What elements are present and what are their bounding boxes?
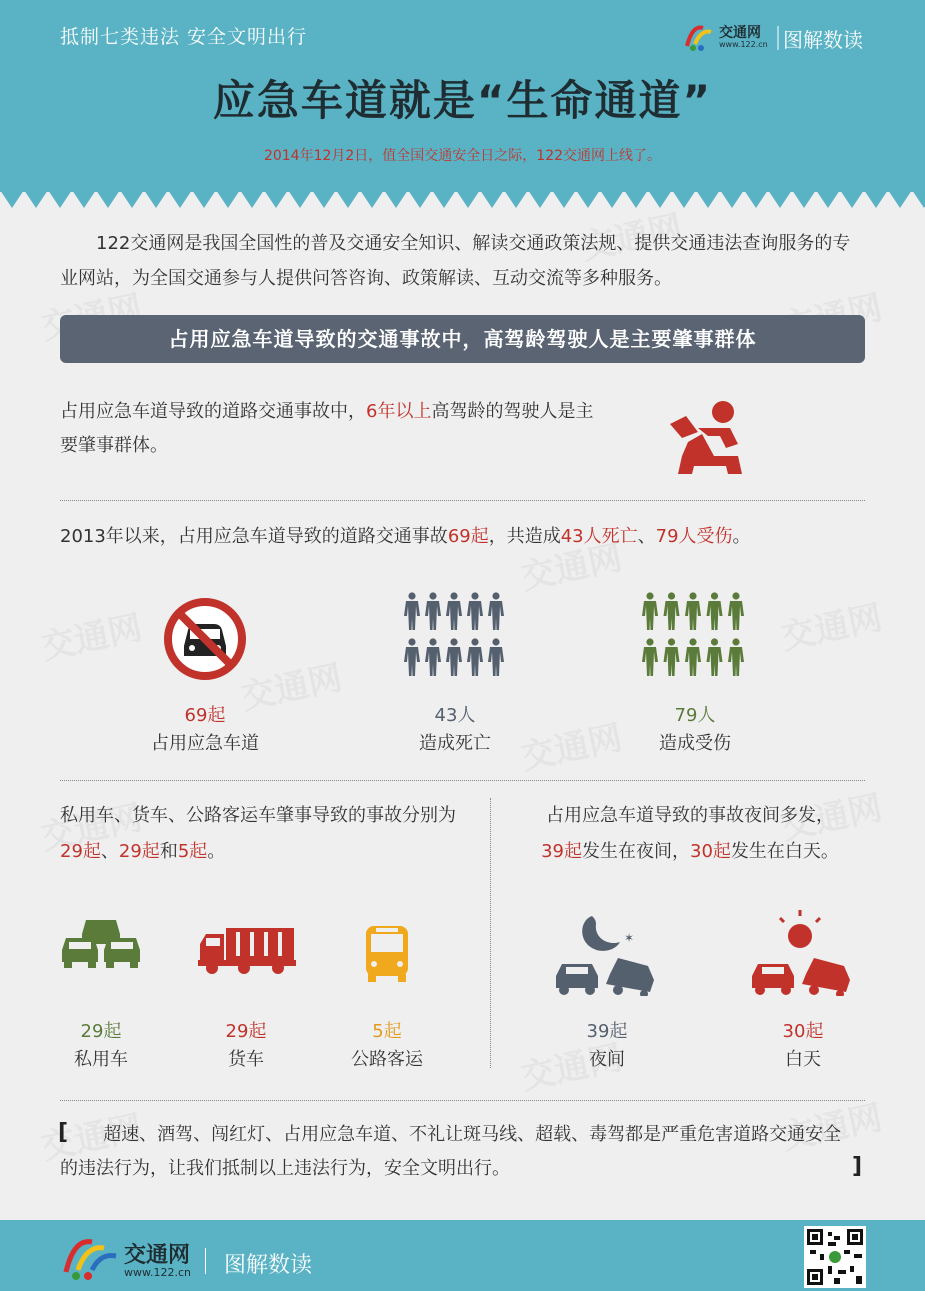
stat-label: 私用车 — [74, 1049, 128, 1070]
person-icon — [664, 638, 680, 676]
tagline: 抵制七类违法 安全文明出行 — [60, 26, 308, 48]
stat-value: 79人 — [674, 705, 716, 726]
accident-summary — [60, 522, 751, 548]
stat-value: 29起 — [80, 1021, 122, 1042]
divider — [60, 1100, 865, 1101]
stat-night — [537, 1018, 677, 1074]
driver-icon — [668, 398, 748, 480]
logo-icon — [62, 1232, 122, 1282]
person-icon — [446, 592, 462, 630]
stat-label: 造成死亡 — [419, 733, 491, 754]
stat-emergency-lane — [115, 702, 295, 758]
stat-value: 29起 — [225, 1021, 267, 1042]
summary-value: 43人死亡 — [560, 526, 638, 547]
stat-truck — [176, 1018, 316, 1074]
night-crash-icon — [552, 912, 662, 996]
person-icon — [642, 638, 658, 676]
breakdown-text: 和 — [159, 841, 178, 862]
summary-text: 。 — [732, 526, 751, 547]
person-icon — [685, 638, 701, 676]
bus-icon — [362, 924, 412, 986]
closing-paragraph: 超速、酒驾、闯红灯、占用应急车道、不礼让斑马线、超载、毒驾都是严重危害道路交通安全的违法行为，让我们抵制以上违法行为，安全文明出行。 — [60, 1124, 842, 1179]
stat-injuries — [605, 702, 785, 758]
summary-value: 69起 — [447, 526, 489, 547]
stat-label: 造成受伤 — [659, 733, 731, 754]
header-column-name: 图解数读 — [783, 28, 863, 52]
driver-fact-highlight: 6年以上 — [366, 401, 432, 422]
summary-value: 79人受伤 — [655, 526, 733, 547]
divider — [60, 780, 865, 781]
stat-label: 公路客运 — [351, 1049, 423, 1070]
stat-value: 43人 — [434, 705, 476, 726]
person-icon — [404, 638, 420, 676]
summary-text: ，共造成 — [488, 526, 561, 547]
summary-text: 2013年以来，占用应急车道导致的道路交通事故 — [60, 526, 448, 547]
stat-value: 30起 — [782, 1021, 824, 1042]
svg-text:✶: ✶ — [624, 931, 635, 945]
header-logo[interactable] — [683, 20, 873, 54]
person-icon — [664, 592, 680, 630]
vertical-divider — [490, 798, 491, 1068]
person-icon — [728, 638, 744, 676]
header-logo-url: www.122.cn — [719, 40, 768, 49]
person-icon — [467, 638, 483, 676]
breakdown-text: 。 — [207, 841, 226, 862]
person-icon — [488, 638, 504, 676]
stat-value: 5起 — [372, 1021, 402, 1042]
private-car-icon — [60, 916, 142, 978]
person-icon — [446, 638, 462, 676]
page-subtitle: 2014年12月2日，值全国交通安全日之际，122交通网上线了。 — [263, 148, 662, 164]
vehicle-breakdown-text — [60, 798, 470, 870]
open-bracket: [ — [58, 1120, 69, 1145]
stat-private-car — [31, 1018, 171, 1074]
time-text: 占用应急车道导致的事故夜间多发， — [546, 805, 834, 826]
stat-deaths — [365, 702, 545, 758]
intro-paragraph: 122交通网是我国全国性的普及交通安全知识、解读交通政策法规、提供交通违法查询服务的专业网站，为全国交通参与人提供问答咨询、政策解读、互动交流等多种服务。 — [60, 233, 851, 289]
time-text: 发生在夜间， — [582, 841, 690, 862]
driver-fact-text: 高驾龄的驾驶人是主要肇事群体。 — [60, 401, 594, 456]
stat-label: 白天 — [785, 1049, 821, 1070]
section-banner: 占用应急车道导致的交通事故中，高驾龄驾驶人是主要肇事群体 — [60, 315, 865, 363]
time-text: 发生在白天。 — [730, 841, 839, 862]
person-icon — [425, 592, 441, 630]
close-bracket: ] — [852, 1154, 863, 1179]
driver-fact-text: 占用应急车道导致的道路交通事故中， — [60, 401, 366, 422]
stat-label: 占用应急车道 — [151, 733, 259, 754]
page-title: 应急车道就是“生命通道” — [212, 76, 713, 125]
stat-value: 69起 — [184, 705, 226, 726]
breakdown-value: 5起 — [177, 841, 208, 862]
no-car-icon — [162, 596, 248, 682]
footer-column-name: 图解数读 — [224, 1253, 313, 1278]
breakdown-value: 29起 — [60, 841, 101, 862]
person-icon — [707, 592, 723, 630]
header — [0, 0, 925, 192]
truck-icon — [198, 926, 296, 976]
footer-divider — [205, 1248, 206, 1274]
person-icon — [642, 592, 658, 630]
stat-label: 夜间 — [589, 1049, 625, 1070]
person-icon — [467, 592, 483, 630]
zigzag-divider — [0, 190, 925, 212]
watermark — [776, 590, 886, 659]
time-value: 39起 — [541, 841, 582, 862]
people-icon — [404, 592, 508, 682]
person-icon — [425, 638, 441, 676]
footer-logo-url: www.122.cn — [124, 1266, 191, 1279]
footer-logo-name: 交通网 — [124, 1243, 191, 1268]
person-icon — [488, 592, 504, 630]
qr-code-icon[interactable] — [804, 1226, 866, 1288]
driver-fact — [60, 395, 600, 463]
person-icon — [404, 592, 420, 630]
breakdown-text: 、 — [100, 841, 119, 862]
stat-label: 货车 — [228, 1049, 264, 1070]
stat-value: 39起 — [586, 1021, 628, 1042]
injured-people-icon — [642, 592, 748, 682]
breakdown-text: 私用车、货车、公路客运车肇事导致的事故分别为 — [60, 805, 456, 826]
person-icon — [685, 592, 701, 630]
divider — [60, 500, 865, 501]
stat-bus — [317, 1018, 457, 1074]
person-icon — [707, 638, 723, 676]
header-logo-name: 交通网 — [719, 25, 761, 41]
watermark — [36, 600, 146, 669]
person-icon — [728, 592, 744, 630]
summary-text: 、 — [637, 526, 656, 547]
footer — [0, 1220, 925, 1291]
breakdown-value: 29起 — [118, 841, 160, 862]
time-breakdown-text — [510, 798, 870, 870]
day-crash-icon — [748, 908, 858, 996]
stat-day — [733, 1018, 873, 1074]
time-value: 30起 — [690, 841, 731, 862]
